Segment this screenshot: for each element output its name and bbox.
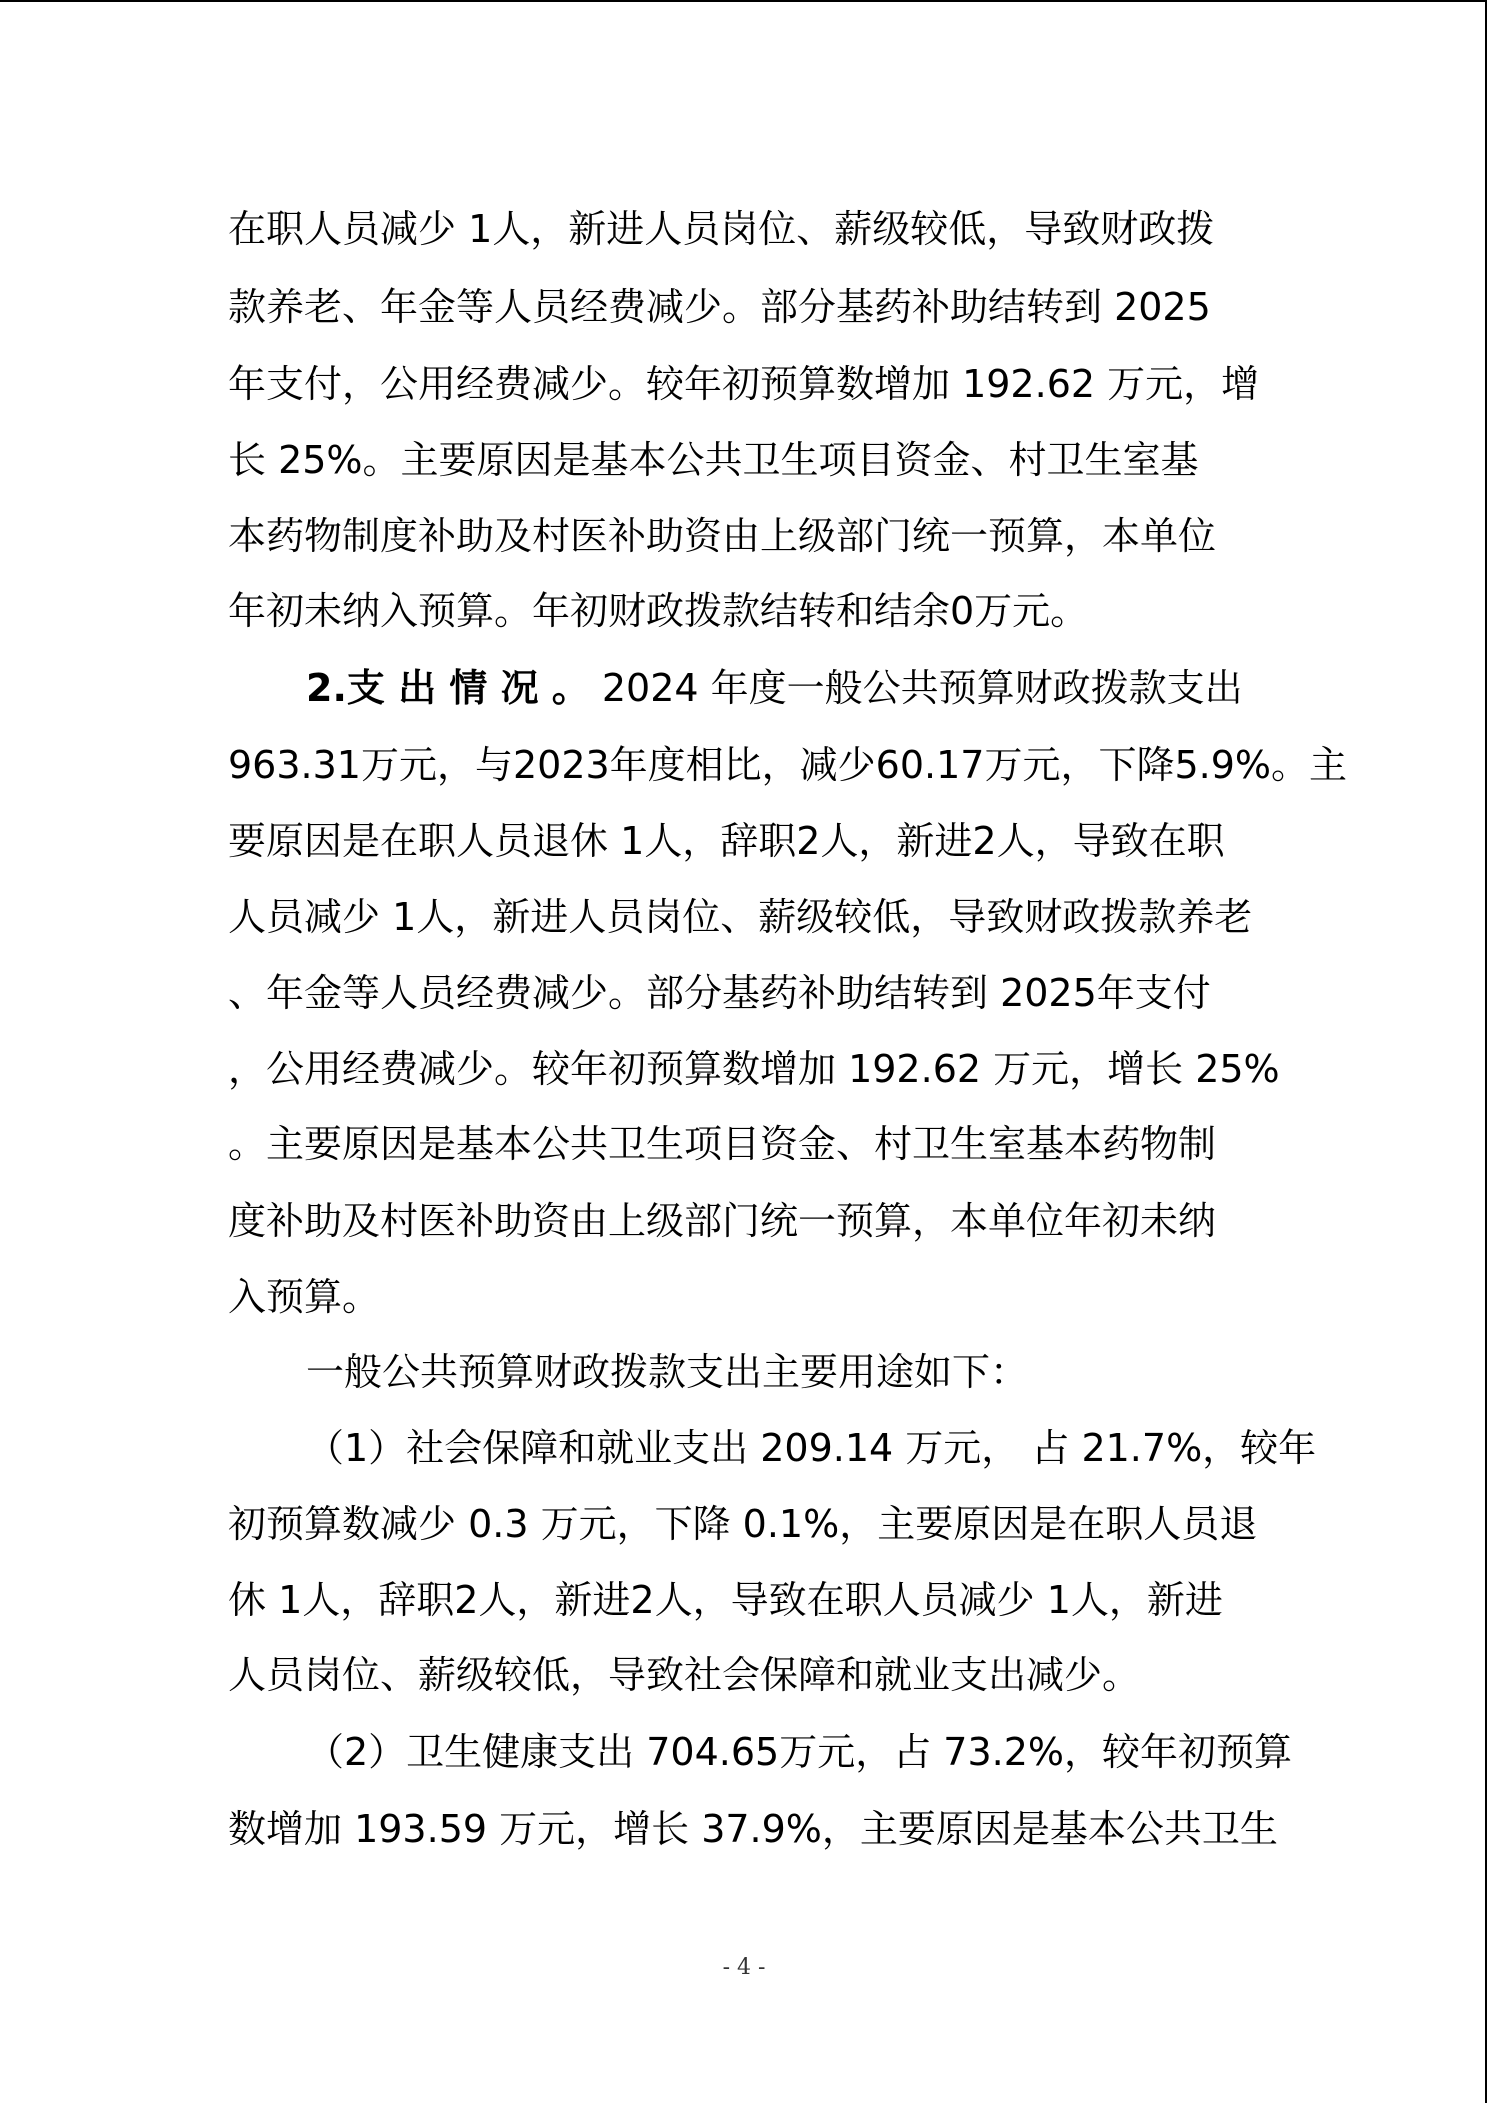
text-line: （1）社会保障和就业支出 209.14 万元， 占 21.7%，较年: [306, 1426, 1317, 1470]
text-line: 。主要原因是基本公共卫生项目资金、村卫生室基本药物制: [228, 1122, 1217, 1166]
text-line: （2）卫生健康支出 704.65万元，占 73.2%，较年初预算: [306, 1730, 1293, 1774]
text-line: 入预算。: [228, 1275, 381, 1319]
page-number: - 4 -: [722, 1955, 766, 1980]
text-line: 年支付，公用经费减少。较年初预算数增加 192.62 万元，增: [228, 362, 1260, 406]
section-heading: 2.支 出 情 况 。: [306, 666, 590, 710]
text-line: 年初未纳入预算。年初财政拨款结转和结余0万元。: [228, 589, 1089, 633]
text-line: 初预算数减少 0.3 万元，下降 0.1%，主要原因是在职人员退: [228, 1502, 1258, 1546]
text-line: 要原因是在职人员退休 1人，辞职2人，新进2人，导致在职: [228, 819, 1225, 863]
text-line: 2024 年度一般公共预算财政拨款支出: [589, 666, 1243, 710]
text-line: 休 1人，辞职2人，新进2人，导致在职人员减少 1人，新进: [228, 1578, 1223, 1622]
text-line: 人员减少 1人，新进人员岗位、薪级较低，导致财政拨款养老: [228, 895, 1253, 939]
text-line: 本药物制度补助及村医补助资由上级部门统一预算，本单位: [228, 514, 1217, 558]
text-line: ，公用经费减少。较年初预算数增加 192.62 万元，增长 25%: [228, 1047, 1280, 1091]
text-line: 、年金等人员经费减少。部分基药补助结转到 2025年支付: [228, 971, 1211, 1015]
text-line: 数增加 193.59 万元，增长 37.9%，主要原因是基本公共卫生: [228, 1807, 1278, 1851]
section-heading-line: [306, 664, 1243, 712]
text-line: 在职人员减少 1人，新进人员岗位、薪级较低，导致财政拨: [228, 207, 1215, 251]
text-line: 一般公共预算财政拨款支出主要用途如下：: [306, 1350, 1029, 1394]
text-line: 款养老、年金等人员经费减少。部分基药补助结转到 2025: [228, 285, 1211, 329]
text-line: 度补助及村医补助资由上级部门统一预算，本单位年初未纳: [228, 1199, 1217, 1243]
text-line: 963.31万元，与2023年度相比，减少60.17万元，下降5.9%。主: [228, 743, 1347, 787]
text-line: 长 25%。主要原因是基本公共卫生项目资金、村卫生室基: [228, 438, 1199, 482]
text-line: 人员岗位、薪级较低，导致社会保障和就业支出减少。: [228, 1653, 1141, 1697]
